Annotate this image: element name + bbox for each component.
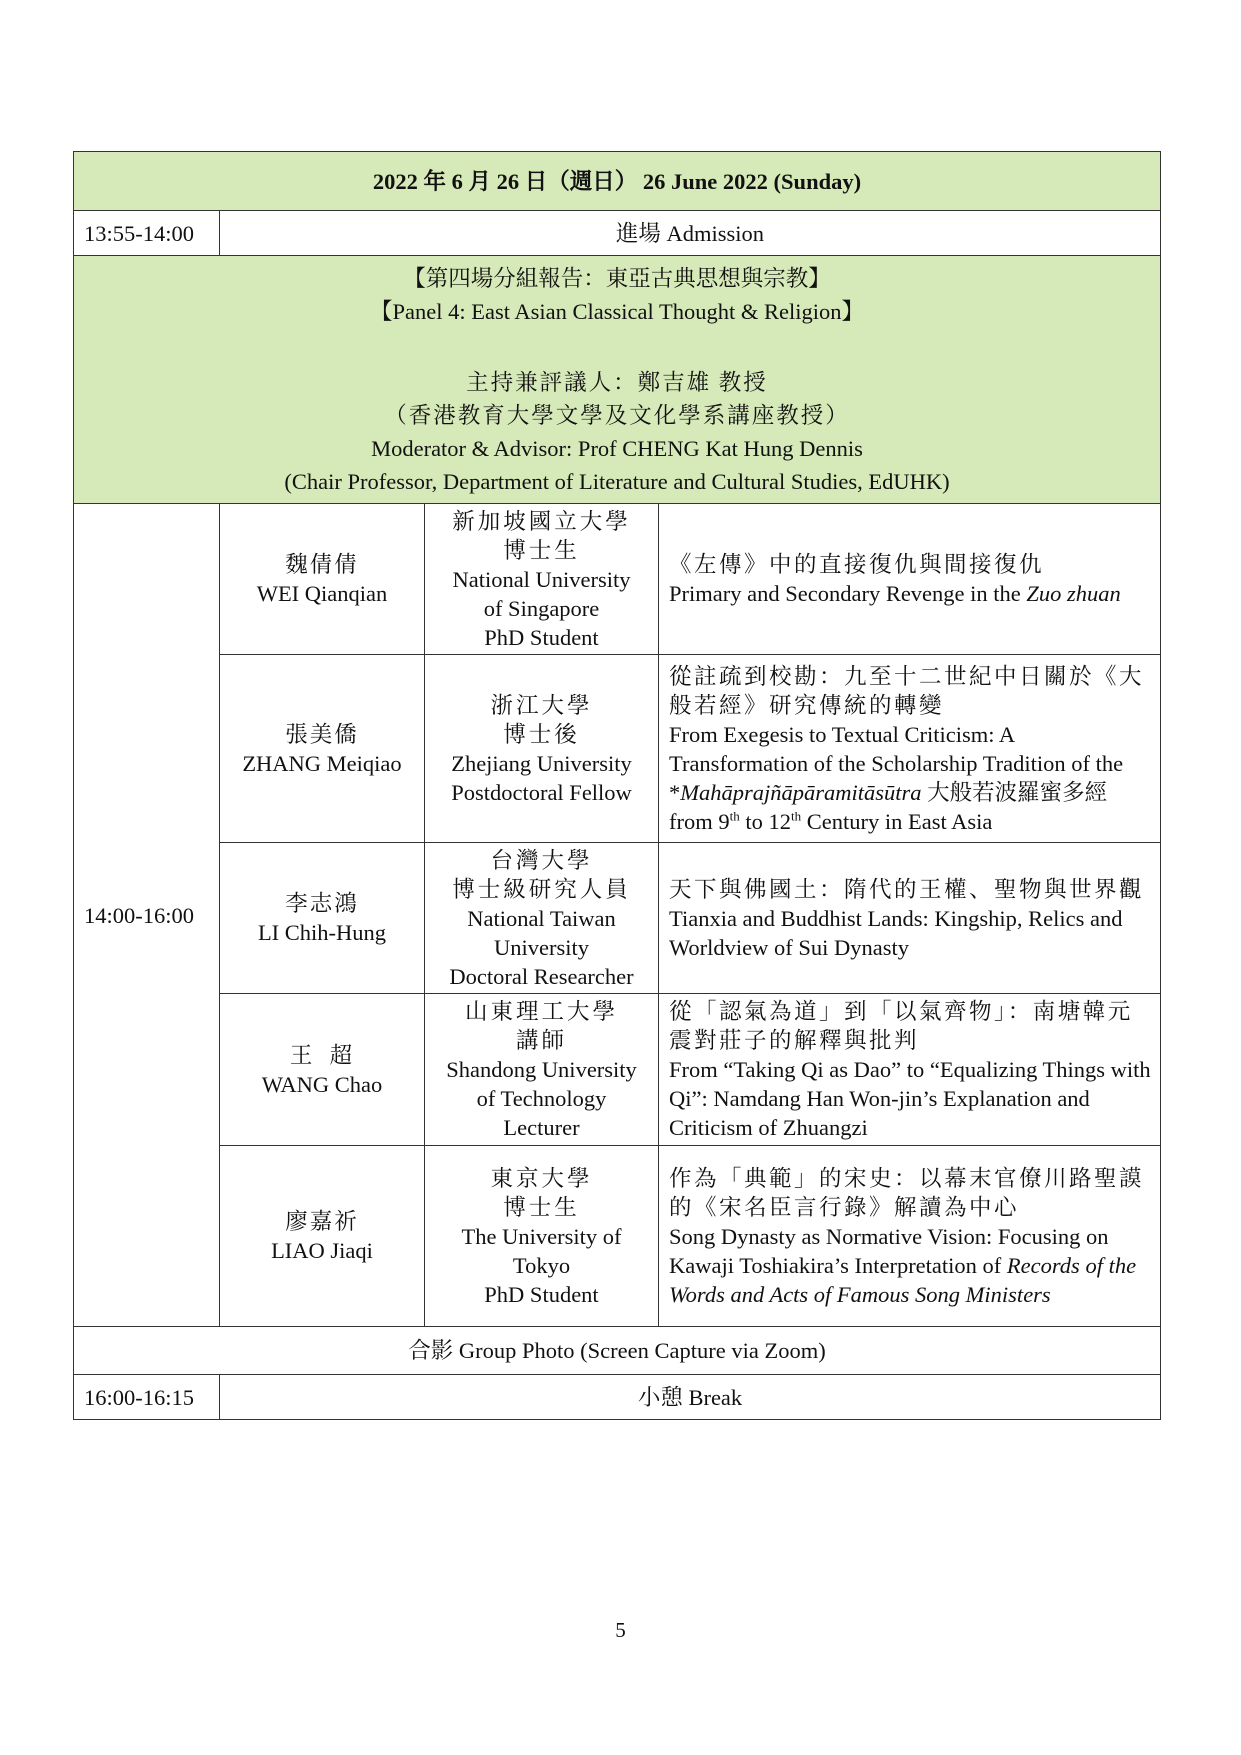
panel-title-zh: 【第四場分組報告：東亞古典思想與宗教】 xyxy=(403,265,831,291)
paper-title-zh: 天下與佛國土：隋代的王權、聖物與世界觀 xyxy=(669,876,1145,902)
paper-title-en: From Exegesis to Textual Criticism: A Transformation of the Scholarship Tradition of the *Mahāprajñāpāramitāsūtra 大般若波羅蜜多經 from 9th to 12th Century in East Asia xyxy=(669,721,1124,834)
paper-title-zh: 《左傳》中的直接復仇與間接復仇 xyxy=(669,552,1045,577)
paper-title-en: Song Dynasty as Normative Vision: Focusing on Kawaji Toshiakira’s Interpretation of Records of the Words and Acts of Famous Song Ministers xyxy=(669,1223,1137,1307)
role-zh: 博士後 xyxy=(503,721,580,747)
paper-title xyxy=(659,504,1161,655)
name-en: LI Chih-Hung xyxy=(257,920,387,945)
inst-en: University xyxy=(494,934,589,960)
role-en: PhD Student xyxy=(484,624,599,650)
role-zh: 博士生 xyxy=(503,537,580,563)
role-zh: 講師 xyxy=(515,1028,567,1053)
paper-title-zh: 作為「典範」的宋史：以幕末官僚川路聖謨的《宋名臣言行錄》解讀為中心 xyxy=(669,1165,1145,1220)
presenter-row xyxy=(74,994,1161,1146)
institution xyxy=(425,843,659,994)
role-en: PhD Student xyxy=(484,1281,599,1307)
schedule-table xyxy=(73,151,1161,1420)
presenter-row xyxy=(74,1146,1161,1327)
moderator-title-en: (Chair Professor, Department of Literature and Cultural Studies, EdUHK) xyxy=(284,468,950,494)
spacer xyxy=(78,328,1156,366)
group-photo-label: 合影 Group Photo (Screen Capture via Zoom) xyxy=(74,1327,1161,1375)
name-en: LIAO Jiaqi xyxy=(271,1238,373,1263)
moderator-en: Moderator & Advisor: Prof CHENG Kat Hung Dennis xyxy=(371,435,863,461)
name-zh: 王 超 xyxy=(289,1042,355,1068)
inst-en: National Taiwan xyxy=(467,905,616,931)
name-en: WEI Qianqian xyxy=(256,581,388,606)
paper-title xyxy=(659,655,1161,843)
name-en: WANG Chao xyxy=(261,1071,383,1097)
institution xyxy=(425,504,659,655)
presenter-row xyxy=(74,655,1161,843)
inst-zh: 新加坡國立大學 xyxy=(452,508,631,534)
name-zh: 廖嘉祈 xyxy=(285,1209,359,1234)
paper-title xyxy=(659,843,1161,994)
role-en: Postdoctoral Fellow xyxy=(451,779,632,805)
admission-label: 進場 Admission xyxy=(220,211,1161,256)
page-number: 5 xyxy=(615,1618,626,1642)
inst-en: Tokyo xyxy=(512,1252,571,1278)
inst-zh: 東京大學 xyxy=(490,1165,593,1191)
name-zh: 李志鴻 xyxy=(285,891,359,916)
name-zh: 魏倩倩 xyxy=(285,552,359,577)
paper-title-en: Primary and Secondary Revenge in the Zuo zhuan xyxy=(669,581,1121,606)
paper-title xyxy=(659,994,1161,1146)
presenter-name xyxy=(220,1146,425,1327)
day-header-row xyxy=(74,152,1161,211)
presenter-name xyxy=(220,504,425,655)
admission-time: 13:55-14:00 xyxy=(74,211,220,256)
paper-title-zh: 從「認氣為道」到「以氣齊物」：南塘韓元震對莊子的解釋與批判 xyxy=(669,999,1133,1053)
institution xyxy=(425,994,659,1146)
presenter-row xyxy=(74,843,1161,994)
paper-title-en: Tianxia and Buddhist Lands: Kingship, Relics and Worldview of Sui Dynasty xyxy=(669,905,1123,960)
break-row xyxy=(74,1375,1161,1420)
admission-row xyxy=(74,211,1161,256)
day-title: 2022 年 6 月 26 日（週日） 26 June 2022 (Sunday) xyxy=(74,152,1161,211)
paper-title xyxy=(659,1146,1161,1327)
inst-en: Shandong University xyxy=(446,1057,637,1082)
inst-en: of Singapore xyxy=(483,595,600,621)
presenter-row xyxy=(74,504,1161,655)
presenter-name xyxy=(220,994,425,1146)
institution xyxy=(425,1146,659,1327)
moderator-title-zh: （香港教育大學文學及文化學系講座教授） xyxy=(384,402,850,428)
inst-zh: 台灣大學 xyxy=(490,847,593,873)
inst-en: Zhejiang University xyxy=(451,750,632,776)
presenter-name xyxy=(220,655,425,843)
inst-en: of Technology xyxy=(476,1086,607,1111)
role-zh: 博士生 xyxy=(503,1194,580,1220)
panel-header xyxy=(74,256,1161,504)
role-zh: 博士級研究人員 xyxy=(452,876,631,902)
inst-en: National University xyxy=(452,566,631,592)
break-label: 小憩 Break xyxy=(220,1375,1161,1420)
name-zh: 張美僑 xyxy=(285,721,359,747)
role-en: Lecturer xyxy=(503,1115,580,1140)
break-time: 16:00-16:15 xyxy=(74,1375,220,1420)
session-time: 14:00-16:00 xyxy=(74,504,220,1327)
inst-en: The University of xyxy=(461,1223,622,1249)
institution xyxy=(425,655,659,843)
group-photo-row xyxy=(74,1327,1161,1375)
name-en: ZHANG Meiqiao xyxy=(242,750,402,776)
paper-title-zh: 從註疏到校勘：九至十二世紀中日關於《大般若經》研究傳統的轉變 xyxy=(669,663,1145,718)
paper-title-en: From “Taking Qi as Dao” to “Equalizing Things with Qi”: Namdang Han Won-jin’s Explanation and Criticism of Zhuangzi xyxy=(669,1057,1151,1140)
moderator-zh: 主持兼評議人：鄭吉雄 教授 xyxy=(466,369,768,395)
role-en: Doctoral Researcher xyxy=(449,963,634,989)
panel-header-row xyxy=(74,256,1161,504)
inst-zh: 山東理工大學 xyxy=(464,999,618,1024)
panel-title-en: 【Panel 4: East Asian Classical Thought & Religion】 xyxy=(370,298,864,324)
inst-zh: 浙江大學 xyxy=(490,692,593,718)
presenter-name xyxy=(220,843,425,994)
